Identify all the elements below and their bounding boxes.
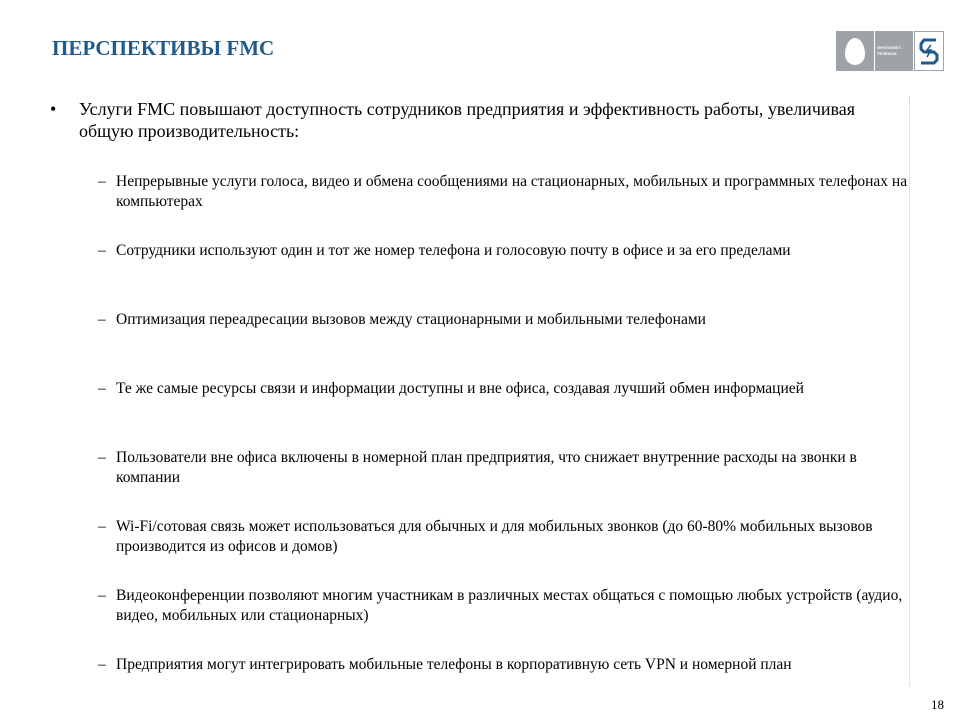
right-margin-guide	[909, 96, 910, 686]
company-logo	[836, 31, 944, 71]
logo-egg-block	[836, 31, 874, 71]
page-number: 18	[931, 697, 944, 712]
logo-line-1: ИНТЕЛЛЕКТ	[877, 45, 902, 50]
list-item	[98, 172, 908, 241]
list-item-text: Те же самые ресурсы связи и информации доступны и вне офиса, создавая лучший обмен информацией	[116, 380, 804, 397]
list-item-text: Пользователи вне офиса включены в номерной план предприятия, что снижает внутренние расходы на звонки в компании	[116, 449, 857, 486]
slide-title: ПЕРСПЕКТИВЫ FMC	[52, 36, 275, 60]
dash-marker: –	[98, 380, 106, 397]
dash-marker: –	[98, 311, 106, 328]
dash-marker: –	[98, 518, 106, 535]
logo-s-block	[914, 31, 944, 71]
list-item-text: Непрерывные услуги голоса, видео и обмена сообщениями на стационарных, мобильных и программных телефонах на компьютерах	[116, 173, 908, 210]
list-item-text: Видеоконференции позволяют многим участникам в различных местах общаться с помощью любых устройств (аудио, видео, мобильных или стационарных)	[116, 587, 903, 624]
list-item	[98, 379, 908, 448]
list-item-text: Сотрудники используют один и тот же номер телефона и голосовую почту в офисе и за его пределами	[116, 242, 791, 259]
dash-marker: –	[98, 173, 106, 190]
logo-line-2: ТЕЛЕКОМ	[877, 51, 897, 56]
list-item-text: Предприятия могут интегрировать мобильные телефоны в корпоративную сеть VPN и номерной план	[116, 656, 792, 673]
list-item-text: Оптимизация переадресации вызовов между стационарными и мобильными телефонами	[116, 311, 706, 328]
dash-marker: –	[98, 242, 106, 259]
sub-bullet-list	[98, 172, 908, 724]
list-item	[98, 241, 908, 310]
list-item	[98, 517, 908, 586]
list-item	[98, 655, 908, 724]
list-item	[98, 310, 908, 379]
main-bullet	[50, 98, 910, 142]
s-mark-icon	[918, 36, 940, 66]
bullet-marker: •	[50, 99, 57, 119]
main-bullet-text: Услуги FMC повышают доступность сотрудников предприятия и эффективность работы, увеличивая общую производительность:	[79, 99, 856, 141]
dash-marker: –	[98, 449, 106, 466]
logo-wordmark	[875, 31, 913, 71]
list-item	[98, 448, 908, 517]
dash-marker: –	[98, 656, 106, 673]
list-item	[98, 586, 908, 655]
dash-marker: –	[98, 587, 106, 604]
egg-icon	[845, 38, 865, 65]
list-item-text: Wi-Fi/сотовая связь может использоваться для обычных и для мобильных звонков (до 60-80% мобильных вызовов производится из офисов и домов)	[116, 518, 873, 555]
